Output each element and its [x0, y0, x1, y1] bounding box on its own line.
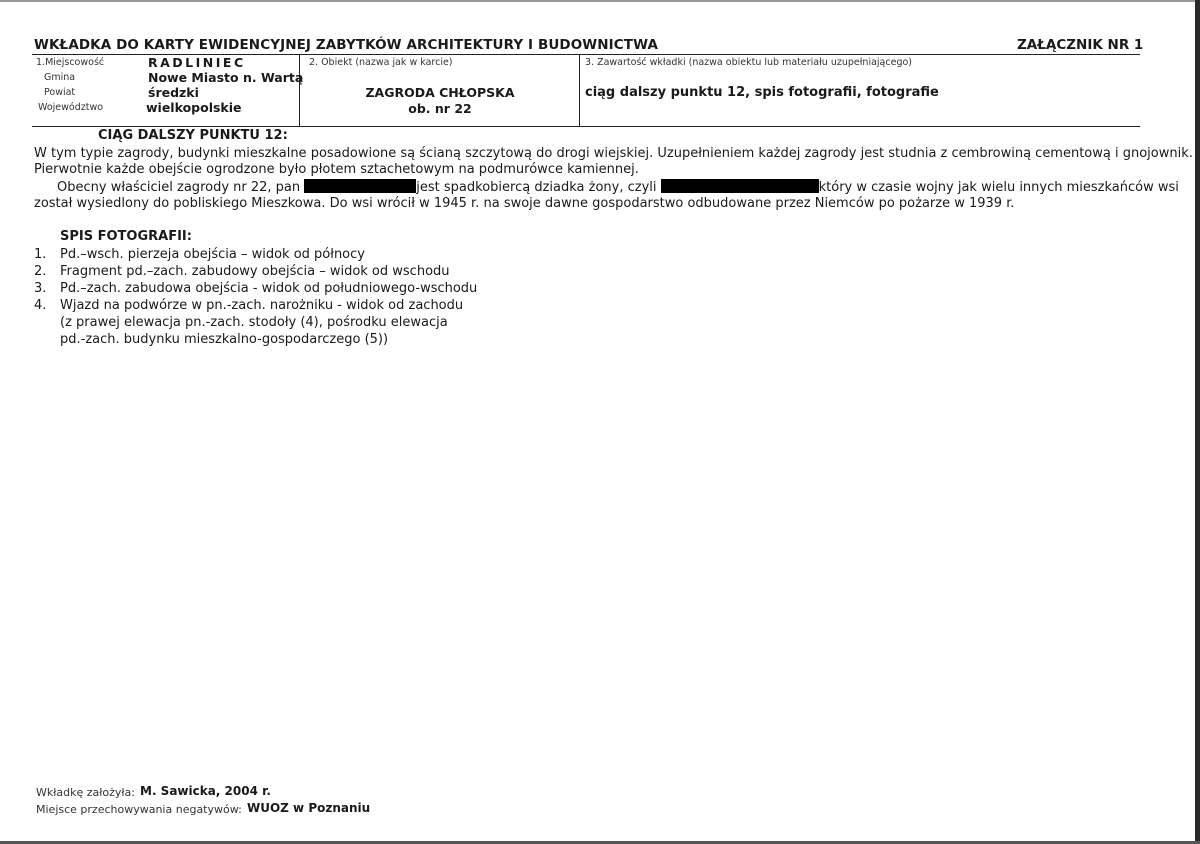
powiat-value: średzki: [148, 85, 199, 100]
document-title: WKŁADKA DO KARTY EWIDENCYJNEJ ZABYTKÓW ARCHITEKTURY I BUDOWNICTWA: [34, 37, 659, 53]
annex-label: ZAŁĄCZNIK NR 1: [1017, 37, 1144, 53]
content-label: 3. Zawartość wkładki (nazwa obiektu lub materiału uzupełniającego): [585, 57, 912, 68]
wojewodztwo-label: Województwo: [38, 102, 104, 113]
photo-list-item: 1. Pd.–wsch. pierzeja obejścia – widok od północy: [34, 247, 365, 262]
powiat-label: Powiat: [44, 87, 76, 98]
header-bottom-rule: [32, 126, 1140, 127]
object-label: 2. Obiekt (nazwa jak w karcie): [309, 57, 453, 68]
photo-list-item: 2. Fragment pd.–zach. zabudowy obejścia – widok od wschodu: [34, 264, 450, 279]
owner-text-2: jest spadkobiercą dziadka żony, czyli: [416, 180, 661, 195]
author-value: M. Sawicka, 2004 r.: [140, 784, 271, 798]
paragraph-line: został wysiedlony do pobliskiego Mieszkowa. Do wsi wrócił w 1945 r. na swoje dawne gospodarstwo odbudowane przez Niemców po pożarze w 1939 r.: [34, 196, 1015, 211]
section-heading-photos: SPIS FOTOGRAFII:: [60, 229, 192, 244]
redaction-bar: [661, 179, 819, 193]
photo-list-item-continuation: pd.-zach. budynku mieszkalno-gospodarczego (5)): [60, 332, 389, 347]
object-number: ob. nr 22: [408, 101, 472, 116]
owner-text-1: Obecny właściciel zagrody nr 22, pan: [57, 180, 305, 195]
content-value: ciąg dalszy punktu 12, spis fotografii, fotografie: [585, 85, 939, 100]
storage-value: WUOZ w Poznaniu: [247, 801, 371, 815]
miejscowosc-value: RADLINIEC: [148, 55, 246, 70]
wojewodztwo-value: wielkopolskie: [146, 100, 242, 115]
object-name: ZAGRODA CHŁOPSKA: [365, 85, 515, 100]
photo-list-item-continuation: (z prawej elewacja pn.-zach. stodoły (4), pośrodku elewacja: [60, 315, 448, 330]
photo-list-item: 4. Wjazd na podwórze w pn.-zach. narożniku - widok od zachodu: [34, 298, 464, 313]
paragraph-line: Pierwotnie każde obejście ogrodzone było płotem sztachetowym na podmurówce kamiennej.: [34, 162, 639, 177]
gmina-label: Gmina: [44, 72, 76, 83]
scan-edge-top: [0, 0, 1200, 2]
owner-text-3: który w czasie wojny jak wielu innych mieszkańców wsi: [818, 180, 1179, 195]
redaction-bar: [304, 179, 416, 193]
paragraph-line-owner: [57, 179, 1179, 195]
section-heading-continuation: CIĄG DALSZY PUNKTU 12:: [98, 128, 288, 143]
scan-edge-right: [1195, 0, 1200, 844]
paragraph-line: W tym typie zagrody, budynki mieszkalne posadowione są ścianą szczytową do drogi wiejskiej. Uzupełnieniem każdej zagrody jest studnia z cembrowiną cementową i gnojownik.: [34, 146, 1193, 161]
storage-label: Miejsce przechowywania negatywów:: [36, 803, 242, 816]
author-label: Wkładkę założyła:: [36, 786, 135, 799]
miejscowosc-label: 1.Miejscowość: [36, 57, 105, 68]
photo-list-item: 3. Pd.–zach. zabudowa obejścia - widok od południowego-wschodu: [34, 281, 478, 296]
gmina-value: Nowe Miasto n. Wartą: [148, 70, 304, 85]
